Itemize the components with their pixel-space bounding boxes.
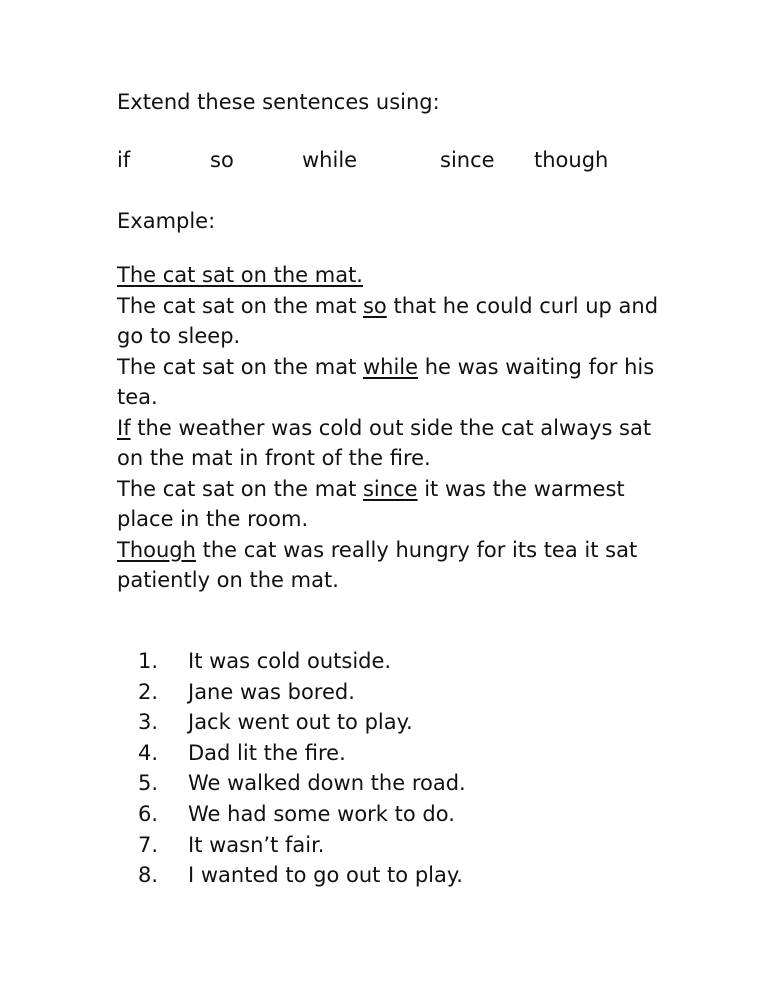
task-item <box>138 738 658 769</box>
example-sentence <box>117 291 677 352</box>
task-item <box>138 860 658 891</box>
task-number: 5. <box>138 771 159 796</box>
task-item <box>138 646 658 677</box>
connective-word: while <box>302 148 358 172</box>
example-sentences <box>117 260 677 596</box>
example-text-before: The cat sat on the mat <box>117 476 363 501</box>
example-text-after: he was waiting for his tea. <box>117 354 655 409</box>
example-text-after: the cat was really hungry for its tea it sat patiently on the mat. <box>117 537 638 592</box>
task-text: Jack went out to play. <box>188 710 413 735</box>
task-text: We walked down the road. <box>188 771 466 796</box>
connective-word: so <box>210 148 234 172</box>
example-sentence <box>117 535 677 596</box>
task-text: Dad lit the fire. <box>188 740 346 765</box>
task-number: 6. <box>138 801 159 826</box>
example-sentence <box>117 352 677 413</box>
example-sentence <box>117 413 677 474</box>
example-text-after: that he could curl up and go to sleep. <box>117 293 659 348</box>
task-number: 8. <box>138 863 159 888</box>
task-item <box>138 707 658 738</box>
task-number: 3. <box>138 710 159 735</box>
task-number: 1. <box>138 649 159 673</box>
task-number: 2. <box>138 679 159 704</box>
connective-word: though <box>534 148 609 172</box>
task-text: It wasn’t fair. <box>188 832 325 857</box>
example-sentence <box>117 260 677 291</box>
task-text: I wanted to go out to play. <box>188 863 463 888</box>
example-connective: since <box>362 476 418 501</box>
example-sentence <box>117 474 677 535</box>
task-text: Jane was bored. <box>188 679 355 704</box>
task-item <box>138 830 658 861</box>
example-connective: Though <box>117 537 196 562</box>
example-text-after: it was the warmest place in the room. <box>117 476 625 531</box>
example-connective: so <box>362 293 387 318</box>
task-number: 4. <box>138 740 159 765</box>
task-item <box>138 799 658 830</box>
example-text-before: The cat sat on the mat <box>117 354 363 379</box>
example-connective: If <box>117 415 131 440</box>
example-text-after: the weather was cold out side the cat always sat on the mat in front of the fire. <box>117 415 652 470</box>
example-connective: The cat sat on the mat. <box>117 263 363 287</box>
connective-word: if <box>117 148 131 172</box>
task-list <box>138 646 658 891</box>
task-item <box>138 768 658 799</box>
task-item <box>138 677 658 708</box>
task-text: We had some work to do. <box>188 801 455 826</box>
connective-word: since <box>440 148 495 172</box>
example-connective: while <box>362 354 419 379</box>
connective-word-list <box>117 143 677 177</box>
example-text-before: The cat sat on the mat <box>117 293 363 318</box>
instruction-heading: Extend these sentences using: <box>117 90 440 114</box>
task-text: It was cold outside. <box>188 649 392 673</box>
task-number: 7. <box>138 832 159 857</box>
example-label: Example: <box>117 209 216 233</box>
